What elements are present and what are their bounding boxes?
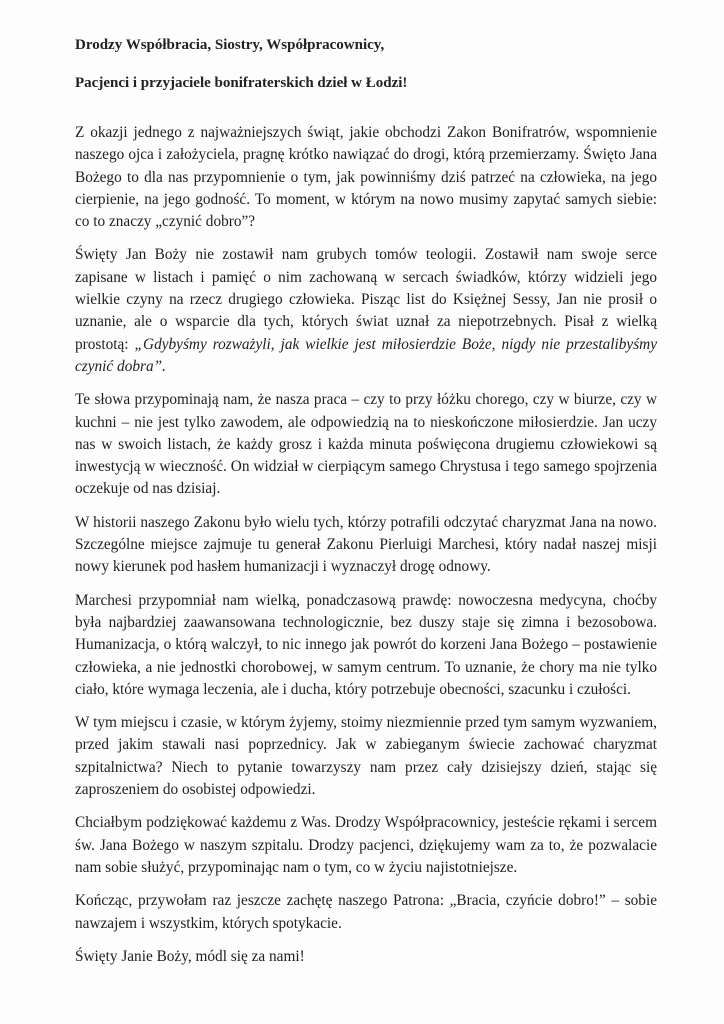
paragraph-prayer: Święty Janie Boży, módl się za nami! (75, 947, 305, 965)
greeting-line-2: Pacjenci i przyjaciele bonifraterskich dzieł w Łodzi! (75, 75, 408, 91)
paragraph-marchesi: Marchesi przypomniał nam wielką, ponadczasową prawdę: nowoczesna medycyna, choćby była najbardziej zaawansowana technologicznie, bez duszy staje się zimna i bezosobowa. Humanizacja, o którą walczył, to nic innego jak powrót do korzeni Jana Bożego – postawienie człowieka, a nie jednostki chorobowej, w samym centrum. To uznanie, że chory ma nie tylko ciało, które wymaga leczenia, ale i ducha, który potrzebuje obecności, szacunku i czułości. (75, 591, 657, 698)
paragraph-intro: Z okazji jednego z najważniejszych świąt, jakie obchodzi Zakon Bonifratrów, wspomnienie naszego ojca i założyciela, pragnę krótko nawiązać do drogi, którą przemierzamy. Święto Jana Bożego to dla nas przypomnienie o tym, jak powinniśmy dziś patrzeć na człowieka, na jego cierpienie, na jego godność. To moment, w którym na nowo musimy zapytać samych siebie: co to znaczy „czynić dobro”? (75, 124, 657, 231)
paragraph-thanks: Chciałbym podziękować każdemu z Was. Drodzy Współpracownicy, jesteście rękami i sercem św. Jana Bożego w naszym szpitalu. Drodzy pacjenci, dziękujemy wam za to, że pozwalacie nam sobie służyć, przypominając nam o tym, co w życiu najistotniejsze. (75, 814, 657, 876)
paragraph-text: Święty Jan Boży nie zostawił nam grubych tomów teologii. Zostawił nam swoje serce zapisane w listach i pamięć o nim zachowaną w sercach świadków, którzy widzieli jego wielkie czyny na rzecz drugiego człowieka. Pisząc list do Księżnej Sessy, Jan nie prosił o uznanie, ale o wsparcie dla tych, których świat uznał za niepotrzebnych. Pisał z wielką prostotą: (75, 246, 657, 353)
paragraph-saint-john (75, 244, 657, 378)
paragraph-history: W historii naszego Zakonu było wielu tych, którzy potrafili odczytać charyzmat Jana na nowo. Szczególne miejsce zajmuje tu generał Zakonu Pierluigi Marchesi, który nadał naszej misji nowy kierunek pod hasłem humanizacji i wyznaczył drogę odnowy. (75, 513, 657, 576)
quote-text: „Gdybyśmy rozważyli, jak wielkie jest miłosierdzie Boże, nigdy nie przestalibyśmy czynić dobra”. (75, 335, 657, 375)
paragraph-work: Te słowa przypominają nam, że nasza praca – czy to przy łóżku chorego, czy w biurze, czy w kuchni – nie jest tylko zawodem, ale odpowiedzią na to nieskończone miłosierdzie. Jan uczy nas w swoich listach, że każdy grosz i każda minuta poświęcona drugiemu człowiekowi są inwestycją w wieczność. On widział w cierpiącym samego Chrystusa i tego samego spojrzenia oczekuje od nas dzisiaj. (75, 391, 657, 498)
greeting-line-1: Drodzy Współbracia, Siostry, Współpracownicy, (75, 37, 385, 53)
paragraph-challenge: W tym miejscu i czasie, w którym żyjemy, stoimy niezmiennie przed tym samym wyzwaniem, przed jakim stawali nasi poprzednicy. Jak w zabieganym świecie zachować charyzmat szpitalnictwa? Niech to pytanie towarzyszy nam przez cały dzisiejszy dzień, stając się zaproszeniem do osobistej odpowiedzi. (75, 714, 657, 799)
paragraph-closing: Kończąc, przywołam raz jeszcze zachętę naszego Patrona: „Bracia, czyńcie dobro!” – sobie nawzajem i wszystkim, których spotykacie. (75, 892, 657, 932)
letter-body (75, 122, 657, 979)
